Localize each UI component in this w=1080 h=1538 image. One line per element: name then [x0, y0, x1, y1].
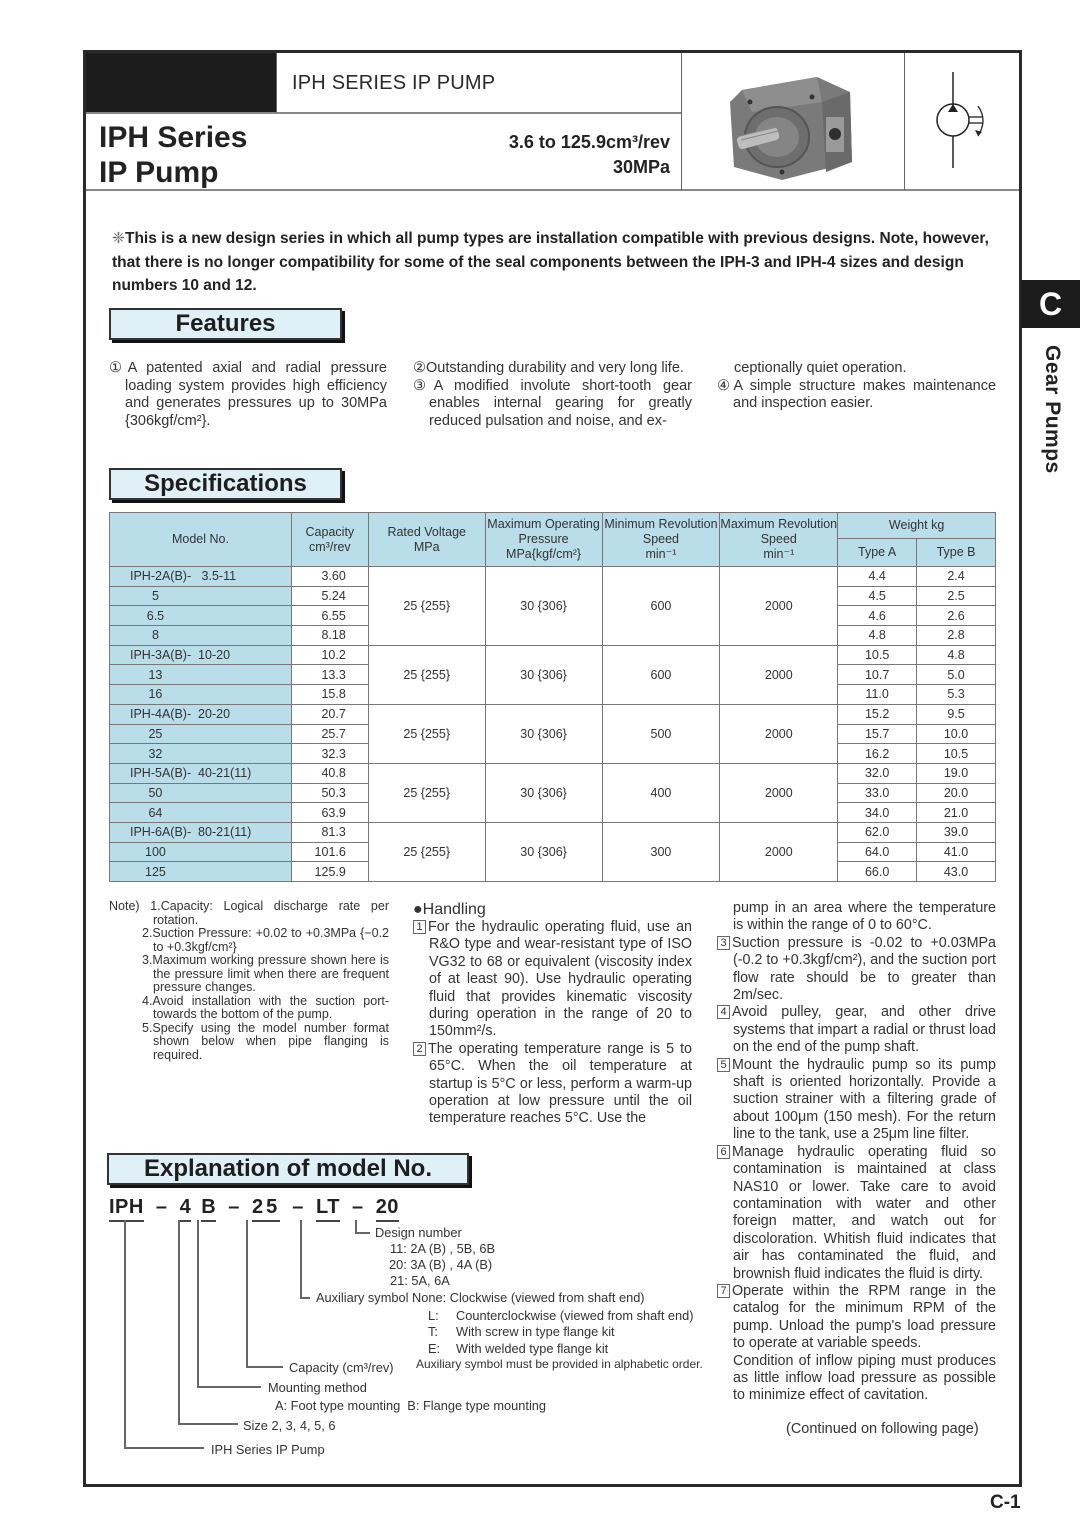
model-explanation-heading: Explanation of model No.: [107, 1153, 469, 1185]
weight-type-b-cell: 4.8: [917, 645, 996, 665]
header-divider: [86, 112, 682, 114]
note-item-5: 5.Specify using the model number format shown below when pipe flanging is required.: [142, 1020, 389, 1062]
leader-auxiliary: [300, 1220, 302, 1298]
feature-item-3-continued: ceptionally quiet operation.: [734, 360, 907, 376]
code-auxiliary: LT: [316, 1196, 340, 1222]
leader-series: [124, 1220, 126, 1448]
model-cell: 5: [110, 586, 292, 606]
capacity-cell: 6.55: [291, 606, 368, 626]
max-rev-cell: 2000: [720, 822, 838, 881]
weight-type-a-cell: 15.7: [838, 724, 917, 744]
max-rev-cell: 2000: [720, 704, 838, 763]
features-col-2: [413, 360, 692, 430]
section-tab-letter: C: [1021, 280, 1080, 328]
model-cell: 25: [110, 724, 292, 744]
handling-item-6: 6 Manage hydraulic operating fluid so contamination is maintained at class NAS10 or lower. Take care to avoid contamination with water and other foreign matter, and watch out for discoloration. Whitish fluid indicates that air has contaminated the fluid, and brownish fluid indicates the fluid is dirty.: [717, 1144, 996, 1283]
col-min-rev: Minimum Revolution Speed min⁻¹: [602, 513, 720, 567]
code-mounting: B: [201, 1196, 216, 1222]
model-cell: 64: [110, 803, 292, 823]
code-series: IPH: [109, 1196, 144, 1222]
model-cell: 50: [110, 783, 292, 803]
notes: [109, 900, 389, 1062]
code-dash: –: [352, 1196, 364, 1218]
auxiliary-note: Auxiliary symbol must be provided in alphabetic order.: [416, 1357, 703, 1371]
weight-type-a-cell: 16.2: [838, 744, 917, 764]
col-weight: Weight kg: [838, 513, 996, 539]
leader-capacity: [246, 1220, 248, 1367]
weight-type-b-cell: 43.0: [917, 862, 996, 882]
capacity-cell: 63.9: [291, 803, 368, 823]
weight-type-b-cell: 19.0: [917, 763, 996, 783]
note-symbol-icon: ❈: [112, 230, 125, 247]
mounting-method-label: Mounting method: [268, 1380, 367, 1395]
series-label: IPH Series IP Pump: [211, 1442, 325, 1457]
rated-cell: 25 {255}: [368, 704, 485, 763]
note-item-4: 4.Avoid installation with the suction port-towards the bottom of the pump.: [142, 993, 389, 1021]
weight-type-b-cell: 41.0: [917, 842, 996, 862]
max-pressure-cell: 30 {306}: [485, 822, 602, 881]
col-max-pressure: Maximum Operating Pressure MPa{kgf/cm²}: [485, 513, 602, 567]
capacity-cell: 13.3: [291, 665, 368, 685]
leader-capacity-h: [246, 1366, 283, 1368]
weight-type-b-cell: 2.5: [917, 586, 996, 606]
leader-series-h: [124, 1447, 204, 1449]
model-cell: 100: [110, 842, 292, 862]
page-number: C-1: [990, 1492, 1021, 1513]
size-label: Size 2, 3, 4, 5, 6: [243, 1418, 336, 1433]
handling-item-1: 1 For the hydraulic operating fluid, use an R&O type and wear-resistant type of ISO VG32 to 68 or equivalent (viscosity index of at least 90). Use hydraulic operating fluid that provides kinematic viscosity during operation in the range of 20 to 150mm²/s.: [413, 919, 692, 1041]
design-number-20: 20: 3A (B) , 4A (B): [389, 1257, 493, 1272]
leader-size: [178, 1220, 180, 1424]
handling-col-2: [717, 900, 996, 1405]
section-tab-label: Gear Pumps: [1041, 345, 1064, 474]
handling-item-2: 2 The operating temperature range is 5 to 65°C. When the oil temperature at startup is 5°C or less, perform a warm-up operation at low pressure until the oil temperature reaches 5°C. Use the: [413, 1041, 692, 1128]
feature-item-1: ①A patented axial and radial pressure loading system provides high efficiency and generates pressures up to 30MPa {306kgf/cm²}.: [109, 360, 387, 429]
capacity-cell: 32.3: [291, 744, 368, 764]
col-capacity: Capacity cm³/rev: [291, 513, 368, 567]
design-number-21: 21: 5A, 6A: [390, 1273, 450, 1288]
note-item-2: 2.Suction Pressure: +0.02 to +0.3MPa {−0.2 to +0.3kgf/cm²}: [142, 926, 389, 954]
capacity-cell: 40.8: [291, 763, 368, 783]
model-cell: 125: [110, 862, 292, 882]
leader-mounting-h: [197, 1386, 261, 1388]
model-code-example: [109, 1196, 399, 1222]
rated-cell: 25 {255}: [368, 822, 485, 881]
leader-design-h: [355, 1232, 370, 1234]
col-type-b: Type B: [917, 539, 996, 567]
mounting-method-options: A: Foot type mounting B: Flange type mounting: [275, 1398, 547, 1413]
capacity-range: 3.6 to 125.9cm³/rev: [508, 132, 670, 152]
note-item-1: Note) 1.Capacity: Logical discharge rate per rotation.: [109, 899, 389, 927]
min-rev-cell: 300: [602, 822, 720, 881]
max-rev-cell: 2000: [720, 567, 838, 646]
capacity-cell: 50.3: [291, 783, 368, 803]
weight-type-b-cell: 20.0: [917, 783, 996, 803]
capacity-cell: 3.60: [291, 567, 368, 587]
col-max-rev: Maximum Revolution Speed min⁻¹: [720, 513, 838, 567]
model-cell: IPH-4A(B)- 20-20: [110, 704, 292, 724]
weight-type-a-cell: 4.6: [838, 606, 917, 626]
header-divider-v3: [904, 53, 905, 190]
leader-size-h: [178, 1423, 238, 1425]
capacity-cell: 25.7: [291, 724, 368, 744]
handling-col-1: [413, 901, 692, 1128]
model-cell: IPH-6A(B)- 80-21(11): [110, 822, 292, 842]
pressure-rating: 30MPa: [612, 157, 670, 177]
weight-type-a-cell: 32.0: [838, 763, 917, 783]
spec-summary: [509, 130, 670, 180]
model-cell: IPH-5A(B)- 40-21(11): [110, 763, 292, 783]
capacity-cell: 101.6: [291, 842, 368, 862]
auxiliary-key-e: E:: [428, 1341, 441, 1356]
model-cell: 13: [110, 665, 292, 685]
rated-cell: 25 {255}: [368, 645, 485, 704]
auxiliary-key-t: T:: [428, 1324, 438, 1339]
weight-type-b-cell: 9.5: [917, 704, 996, 724]
weight-type-a-cell: 11.0: [838, 685, 917, 705]
capacity-cell: 10.2: [291, 645, 368, 665]
features-heading: Features: [109, 308, 342, 340]
model-cell: 16: [110, 685, 292, 705]
handling-item-5: 5 Mount the hydraulic pump so its pump shaft is oriented horizontally. Provide a suction strainer with a filtering grade of about 100μm (150 mesh). For the return line to the tank, use a 25μm line filter.: [717, 1057, 996, 1144]
capacity-cell: 15.8: [291, 685, 368, 705]
max-pressure-cell: 30 {306}: [485, 704, 602, 763]
weight-type-a-cell: 64.0: [838, 842, 917, 862]
pump-photo-icon: [722, 72, 872, 182]
weight-type-a-cell: 62.0: [838, 822, 917, 842]
col-type-a: Type A: [838, 539, 917, 567]
handling-item-3: 3 Suction pressure is -0.02 to +0.03MPa (-0.2 to +0.3kgf/cm²), and the suction port flow rate should be to greater than 2m/sec.: [717, 935, 996, 1005]
code-design: 20: [376, 1196, 399, 1222]
model-cell: 6.5: [110, 606, 292, 626]
model-cell: 8: [110, 626, 292, 646]
max-pressure-cell: 30 {306}: [485, 763, 602, 822]
col-rated-voltage: Rated Voltage MPa: [368, 513, 485, 567]
header-divider-v1: [276, 53, 277, 113]
min-rev-cell: 600: [602, 645, 720, 704]
capacity-cell: 20.7: [291, 704, 368, 724]
weight-type-b-cell: 21.0: [917, 803, 996, 823]
header-series-label: IPH SERIES IP PUMP: [292, 72, 496, 94]
features-col-3: [717, 360, 996, 413]
design-number-label: Design number: [375, 1225, 462, 1240]
feature-item-4: ④A simple structure makes maintenance and inspection easier.: [717, 377, 997, 411]
weight-type-a-cell: 10.5: [838, 645, 917, 665]
features-col-1: [109, 360, 387, 430]
intro-note: [112, 227, 1002, 298]
weight-type-a-cell: 4.5: [838, 586, 917, 606]
specifications-body: [110, 567, 996, 882]
max-pressure-cell: 30 {306}: [485, 567, 602, 646]
capacity-cell: 125.9: [291, 862, 368, 882]
model-cell: 32: [110, 744, 292, 764]
weight-type-b-cell: 5.3: [917, 685, 996, 705]
continued-note: (Continued on following page): [786, 1421, 979, 1437]
leader-mounting: [197, 1220, 199, 1387]
specifications-heading: Specifications: [109, 468, 342, 500]
handling-item-7: 7 Operate within the RPM range in the catalog for the minimum RPM of the pump. Unload the pump's load pressure to operate at variable speeds.: [717, 1283, 996, 1353]
min-rev-cell: 500: [602, 704, 720, 763]
max-pressure-cell: 30 {306}: [485, 645, 602, 704]
weight-type-b-cell: 10.0: [917, 724, 996, 744]
model-cell: IPH-2A(B)- 3.5-11: [110, 567, 292, 587]
min-rev-cell: 600: [602, 567, 720, 646]
code-dash: –: [228, 1196, 240, 1218]
weight-type-a-cell: 4.8: [838, 626, 917, 646]
auxiliary-desc-l: Counterclockwise (viewed from shaft end): [456, 1308, 694, 1323]
weight-type-b-cell: 2.4: [917, 567, 996, 587]
handling-heading: ●Handling: [413, 901, 486, 918]
feature-item-3: ③A modified involute short-tooth gear enables internal gearing for greatly reduced pulsation and noise, and ex-: [413, 377, 692, 429]
weight-type-b-cell: 10.5: [917, 744, 996, 764]
handling-item-4: 4 Avoid pulley, gear, and other drive systems that impart a radial or thrust load on the end of the pump shaft.: [717, 1004, 996, 1056]
weight-type-b-cell: 39.0: [917, 822, 996, 842]
max-rev-cell: 2000: [720, 645, 838, 704]
design-number-11: 11: 2A (B) , 5B, 6B: [390, 1241, 496, 1256]
title-line-1: IPH Series: [99, 121, 248, 154]
auxiliary-key-l: L:: [428, 1308, 439, 1323]
weight-type-a-cell: 10.7: [838, 665, 917, 685]
auxiliary-symbol-label: Auxiliary symbol None: Clockwise (viewed from shaft end): [316, 1290, 645, 1305]
auxiliary-desc-t: With screw in type flange kit: [456, 1324, 615, 1339]
note-item-3: 3.Maximum working pressure shown here is the pressure limit when there are frequent pressure changes.: [142, 953, 389, 994]
hydraulic-pump-symbol-icon: [930, 70, 1000, 170]
rated-cell: 25 {255}: [368, 763, 485, 822]
intro-text: This is a new design series in which all pump types are installation compatible with previous designs. Note, however, that there is no longer compatibility for some of the seal components between the IPH-3 and IPH-4 sizes and design numbers 10 and 12.: [112, 230, 989, 294]
min-rev-cell: 400: [602, 763, 720, 822]
capacity-cell: 81.3: [291, 822, 368, 842]
weight-type-a-cell: 34.0: [838, 803, 917, 823]
weight-type-a-cell: 4.4: [838, 567, 917, 587]
leader-auxiliary-h: [300, 1297, 310, 1299]
handling-item-7-continued: Condition of inflow piping must produces as little inflow load pressure as possible to minimize effect of cavitation.: [733, 1352, 996, 1404]
page-title: [99, 120, 247, 190]
table-row: [110, 822, 996, 842]
table-row: [110, 763, 996, 783]
header-divider-v2: [681, 53, 682, 190]
table-row: [110, 704, 996, 724]
capacity-label: Capacity (cm³/rev): [289, 1360, 394, 1375]
max-rev-cell: 2000: [720, 763, 838, 822]
weight-type-b-cell: 2.6: [917, 606, 996, 626]
capacity-cell: 5.24: [291, 586, 368, 606]
feature-item-2: ②Outstanding durability and very long life.: [413, 360, 684, 376]
header-black-block: [86, 53, 277, 112]
capacity-cell: 8.18: [291, 626, 368, 646]
col-model: Model No.: [110, 513, 292, 567]
specifications-table: [109, 512, 996, 882]
code-dash: –: [155, 1196, 168, 1218]
model-cell: IPH-3A(B)- 10-20: [110, 645, 292, 665]
rated-cell: 25 {255}: [368, 567, 485, 646]
weight-type-a-cell: 33.0: [838, 783, 917, 803]
code-capacity: 25: [252, 1196, 280, 1222]
code-size: 4: [180, 1196, 192, 1222]
weight-type-b-cell: 5.0: [917, 665, 996, 685]
table-row: [110, 645, 996, 665]
weight-type-a-cell: 66.0: [838, 862, 917, 882]
table-row: [110, 567, 996, 587]
weight-type-a-cell: 15.2: [838, 704, 917, 724]
code-dash: –: [292, 1196, 304, 1218]
handling-item-2-continued: pump in an area where the temperature is within the range of 0 to 60°C.: [733, 900, 996, 934]
title-line-2: IP Pump: [99, 156, 219, 189]
weight-type-b-cell: 2.8: [917, 626, 996, 646]
auxiliary-desc-e: With welded type flange kit: [456, 1341, 609, 1356]
